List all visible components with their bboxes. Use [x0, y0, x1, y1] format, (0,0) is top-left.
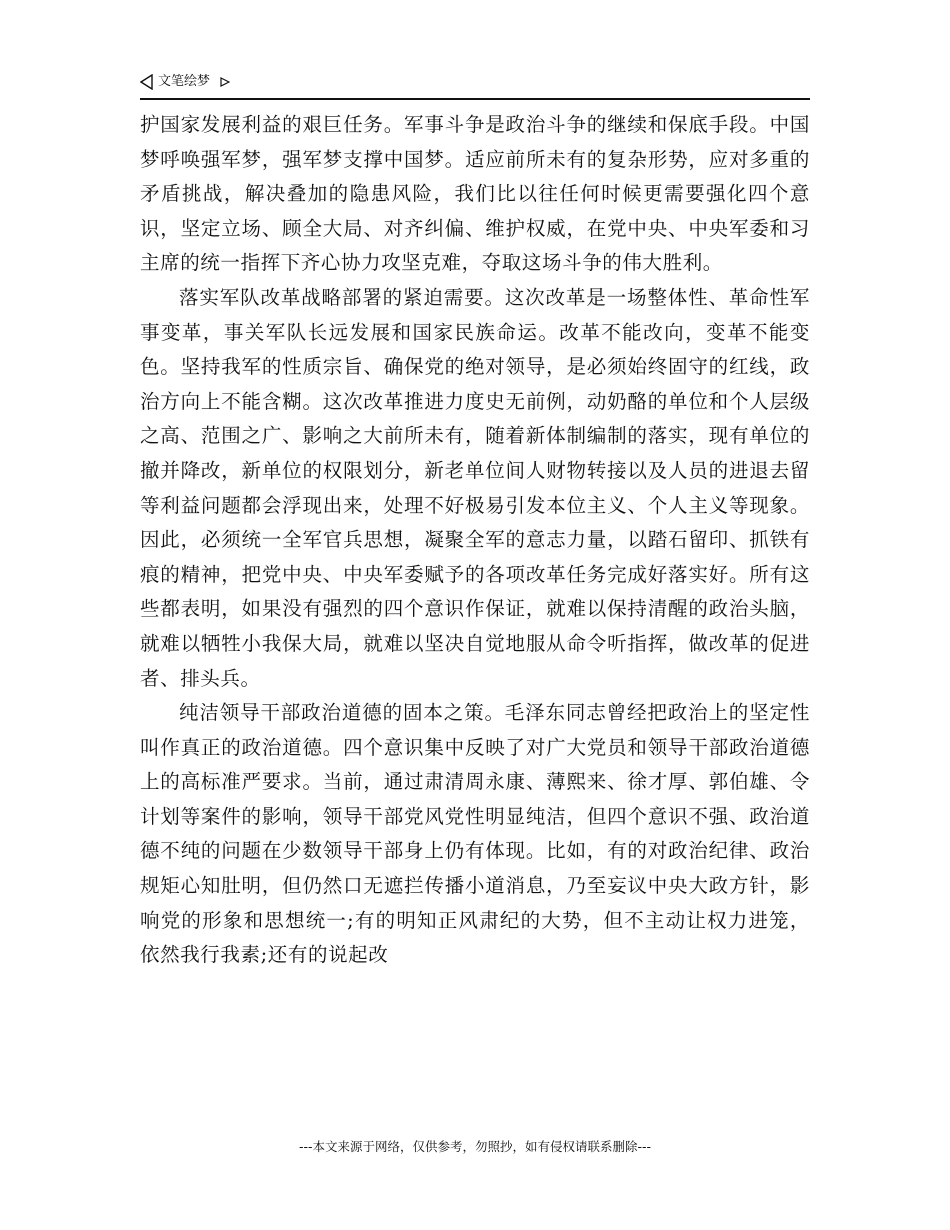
triangle-right-icon — [220, 74, 230, 84]
triangle-left-icon — [140, 74, 154, 90]
paragraph-reform-deployment: 落实军队改革战略部署的紧迫需要。这次改革是一场整体性、革命性军事变革，事关军队长远发展和国家民族命运。改革不能改向，变革不能变色。坚持我军的性质宗旨、确保党的绝对领导，是必须始终固守的红线，政治方向上不能含糊。这次改革推进力度史无前例，动奶酪的单位和个人层级之高、范围之广、影响之大前所未有，随着新体制编制的落实，现有单位的撤并降改，新单位的权限划分，新老单位间人财物转接以及人员的进退去留等利益问题都会浮现出来，处理不好极易引发本位主义、个人主义等现象。因此，必须统一全军官兵思想，凝聚全军的意志力量，以踏石留印、抓铁有痕的精神，把党中央、中央军委赋予的各项改革任务完成好落实好。所有这些都表明，如果没有强烈的四个意识作保证，就难以保持清醒的政治头脑，就难以牺牲小我保大局，就难以坚决自觉地服从命令听指挥，做改革的促进者、排头兵。 — [140, 285, 810, 690]
paragraph-continued: 护国家发展利益的艰巨任务。军事斗争是政治斗争的继续和保底手段。中国梦呼唤强军梦，强军梦支撑中国梦。适应前所未有的复杂形势，应对多重的矛盾挑战，解决叠加的隐患风险，我们比以往任何时候更需要强化四个意识，坚定立场、顾全大局、对齐纠偏、维护权威，在党中央、中央军委和习主席的统一指挥下齐心协力攻坚克难，夺取这场斗争的伟大胜利。 — [140, 113, 810, 275]
header-brand — [140, 72, 230, 92]
footer-disclaimer: ---本文来源于网络，仅供参考，勿照抄，如有侵权请联系删除--- — [298, 1139, 652, 1154]
header-title: 文笔绘梦 — [158, 74, 211, 89]
document-body — [140, 108, 810, 973]
page-header — [140, 72, 810, 100]
paragraph-political-morality: 纯洁领导干部政治道德的固本之策。毛泽东同志曾经把政治上的坚定性叫作真正的政治道德。四个意识集中反映了对广大党员和领导干部政治道德上的高标准严要求。当前，通过肃清周永康、薄熙来、徐才厚、郭伯雄、令计划等案件的影响，领导干部党风党性明显纯洁，但四个意识不强、政治道德不纯的问题在少数领导干部身上仍有体现。比如，有的对政治纪律、政治规矩心知肚明，但仍然口无遮拦传播小道消息，乃至妄议中央大政方针，影响党的形象和思想统一;有的明知正风肃纪的大势，但不主动让权力进笼，依然我行我素;还有的说起改 — [140, 701, 810, 967]
